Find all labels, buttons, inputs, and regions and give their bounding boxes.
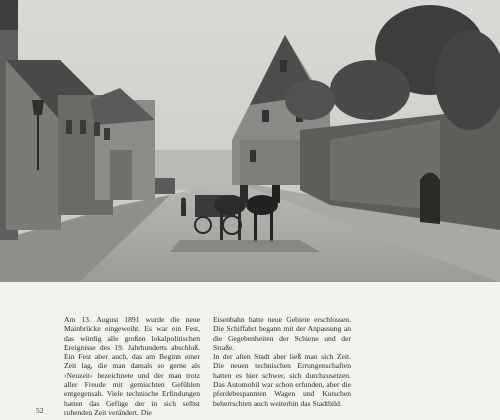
paragraph-right-1: Eisenbahn hatte neue Gebiete erschlossen. Die Schiffahrt begann mit der Anpassung an die Gegebenheiten der Schiene und der Straße. [213,315,351,352]
paragraph-right-2: In der alten Stadt aber ließ man sich Zeit. Die neuen technischen Errungenschaften hatten es hier schwer, sich durchzusetzen. Das Automobil war schon erfunden, aber die pferdebespannten Wagen und Kutschen beherrschten auch weiterhin das Stadtbild. [213,352,351,408]
text-column-left [64,315,200,417]
page-number: 52 [36,406,44,415]
text-column-right [213,315,351,408]
paragraph-left: Am 13. August 1891 wurde die neue Mainbrücke eingeweiht. Es war ein Fest, das würdig alle großen lokalpolitischen Ereignisse des 19. Jahrhunderts abschloß. Ein Fest aber auch, das am Beginn einer Zeit lag, die man damals so gerne als ›Neuzeit‹ bezeichnete und der man trotz aller Freude mit gemischten Gefühlen entgegensah. Viele technische Erfindungen hatten das Gefüge der in sich selbst ruhenden Zeit verändert. Die [64,315,200,417]
